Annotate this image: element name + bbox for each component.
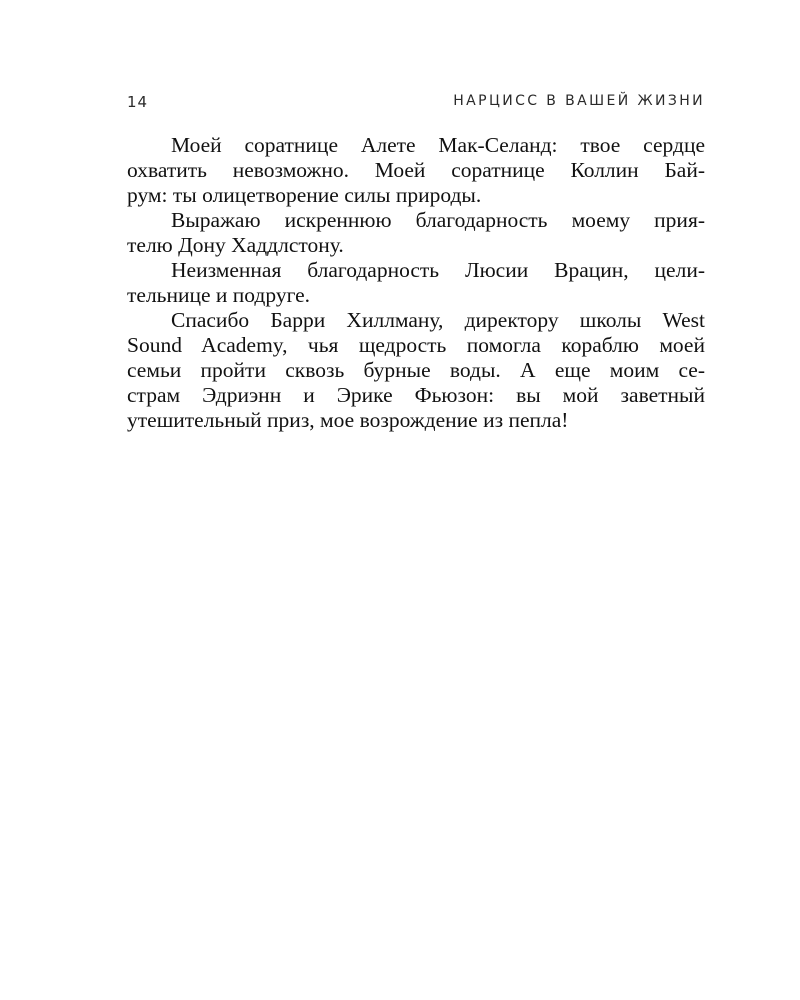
- text-line: страм Эдриэнн и Эрике Фьюзон: вы мой заветный: [127, 383, 705, 407]
- text-line: Неизменная благодарность Люсии Врацин, цели-: [171, 258, 705, 282]
- text-line: утешительный приз, мое возрождение из пепла!: [127, 408, 569, 432]
- text-line: Спасибо Барри Хиллману, директору школы West: [171, 308, 705, 332]
- paragraph-alete: [127, 133, 705, 208]
- paragraph-don: [127, 208, 705, 258]
- text-line: рум: ты олицетворение силы природы.: [127, 183, 482, 207]
- text-line: охватить невозможно. Моей соратнице Коллин Бай-: [127, 158, 705, 182]
- text-line: семьи пройти сквозь бурные воды. А еще моим се-: [127, 358, 705, 382]
- text-line: тельнице и подруге.: [127, 283, 311, 307]
- text-line: Sound Academy, чья щедрость помогла кораблю моей: [127, 333, 705, 357]
- paragraph-barry: [127, 308, 705, 433]
- page-number: 14: [127, 93, 149, 111]
- running-title: НАРЦИСС В ВАШЕЙ ЖИЗНИ: [453, 93, 705, 109]
- text-line: телю Дону Хаддлстону.: [127, 233, 344, 257]
- paragraph-lucia: [127, 258, 705, 308]
- body-text: [127, 133, 705, 433]
- text-line: Выражаю искреннюю благодарность моему прия-: [171, 208, 705, 232]
- text-line: Моей соратнице Алете Мак-Селанд: твое сердце: [171, 133, 705, 157]
- page-header: [127, 93, 705, 115]
